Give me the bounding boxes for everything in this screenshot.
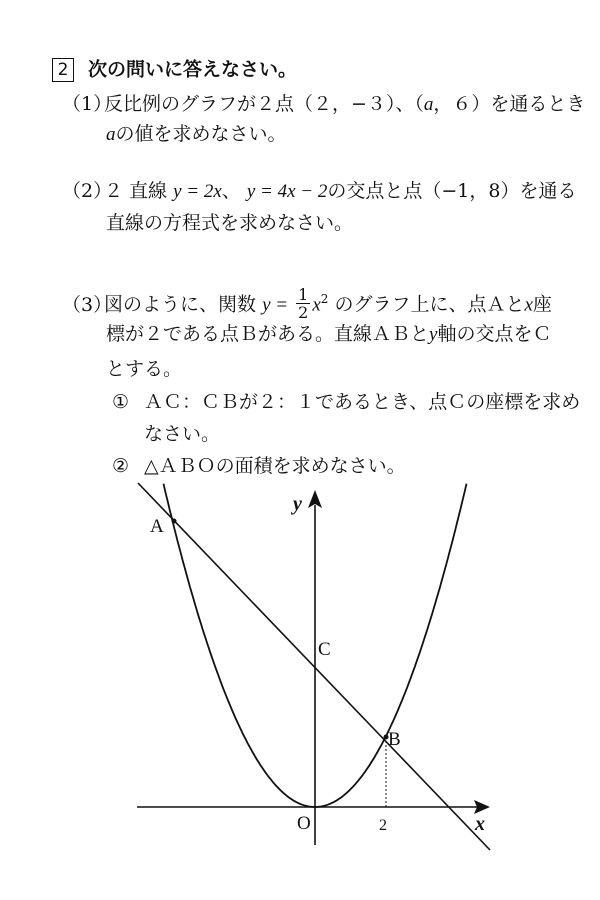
question-3-line-1: （3）図のように、関数 y = $\frac{1}{2}$ $x^2$ のグラフ上に、点Ａとx座: [62, 285, 552, 322]
fraction-one-half: $\frac{1}{2}$: [298, 285, 309, 322]
question-1-label: （1）: [62, 93, 113, 115]
label-y-axis: y: [293, 493, 302, 515]
sub-2-marker: ②: [112, 455, 130, 477]
label-x-axis: x: [475, 813, 485, 835]
question-3-sub-1: ① ＡＣ：ＣＢが２：１であるとき、点Ｃの座標を求め: [112, 391, 581, 413]
question-2-line-2: 直線の方程式を求めなさい。: [106, 212, 354, 234]
label-b: B: [388, 729, 401, 750]
label-origin: O: [297, 813, 311, 834]
question-2-line-1: （2）２ 直線 y = 2x、 y = 4x − 2の交点と点（−1，8）を通る: [62, 180, 577, 202]
question-3-line-2: 標が２である点Ｂがある。直線ＡＢとy軸の交点をＣ: [106, 323, 552, 345]
question-2-label: （2）: [62, 180, 113, 202]
label-a: A: [150, 516, 164, 537]
question-3-line-3: とする。: [106, 358, 183, 380]
label-tick-2: 2: [379, 817, 387, 834]
problem-title: 次の問いに答えなさい。: [88, 58, 298, 81]
question-3-sub-2: ② △ＡＢＯの面積を求めなさい。: [112, 455, 406, 477]
question-3-sub-1-line-2: なさい。: [144, 423, 221, 445]
label-c: C: [318, 639, 331, 660]
problem-number: 2: [52, 58, 74, 82]
line-ab: [138, 483, 490, 850]
question-3-label: （3）: [62, 293, 113, 316]
question-1-line-1: （1）反比例のグラフが２点（２，−３）、（a，６）を通るとき: [62, 93, 586, 115]
question-1-line-2: aの値を求めなさい。: [106, 123, 287, 145]
point-a-dot: [172, 519, 177, 524]
sub-1-marker: ①: [112, 391, 130, 413]
